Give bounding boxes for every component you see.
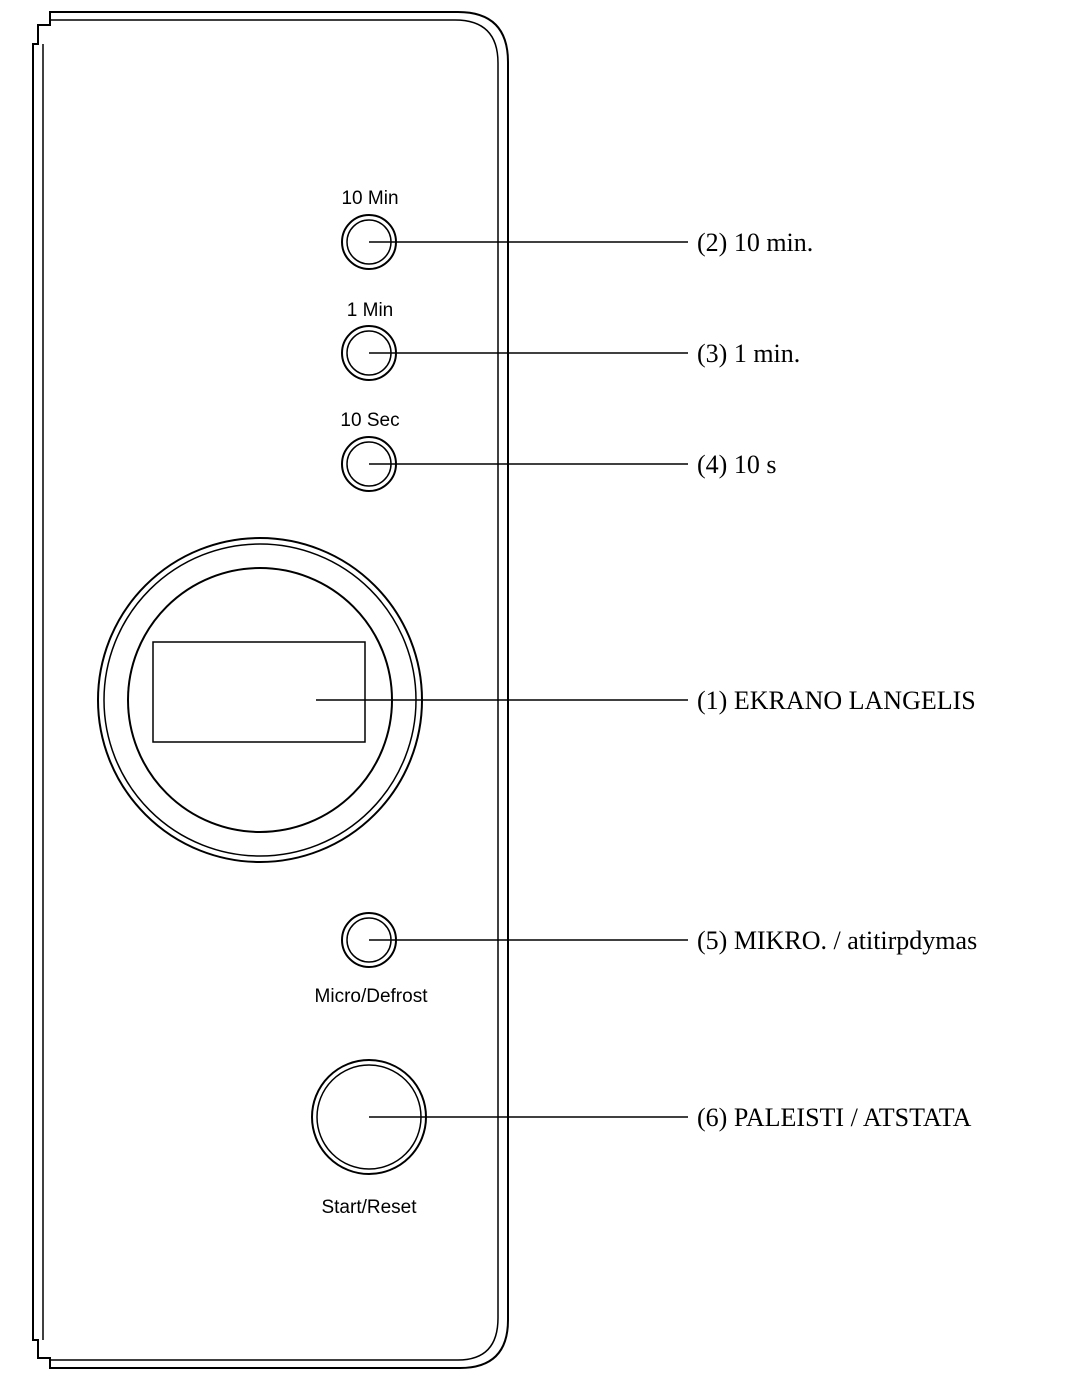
start-reset-label: Start/Reset bbox=[321, 1197, 417, 1218]
ten-sec-label: 10 Sec bbox=[340, 410, 400, 431]
display-screen bbox=[153, 642, 365, 742]
callout-one-min: (3) 1 min. bbox=[697, 339, 801, 368]
ten-min-label: 10 Min bbox=[341, 188, 399, 209]
micro-defrost-group bbox=[315, 913, 429, 1007]
ten-sec-group bbox=[340, 410, 399, 491]
micro-defrost-label: Micro/Defrost bbox=[314, 986, 428, 1007]
callout-display: (1) EKRANO LANGELIS bbox=[697, 686, 976, 715]
one-min-group bbox=[342, 300, 396, 380]
callout-micro-defrost: (5) MIKRO. / atitirpdymas bbox=[697, 926, 978, 955]
one-min-label: 1 Min bbox=[346, 300, 394, 321]
callout-ten-min: (2) 10 min. bbox=[697, 228, 814, 257]
panel-inner-outline bbox=[50, 20, 498, 1360]
callout-start-reset: (6) PALEISTI / ATSTATA bbox=[697, 1103, 972, 1132]
ten-min-group bbox=[341, 188, 398, 269]
start-reset-group bbox=[312, 1060, 426, 1218]
callout-ten-sec: (4) 10 s bbox=[697, 450, 777, 479]
